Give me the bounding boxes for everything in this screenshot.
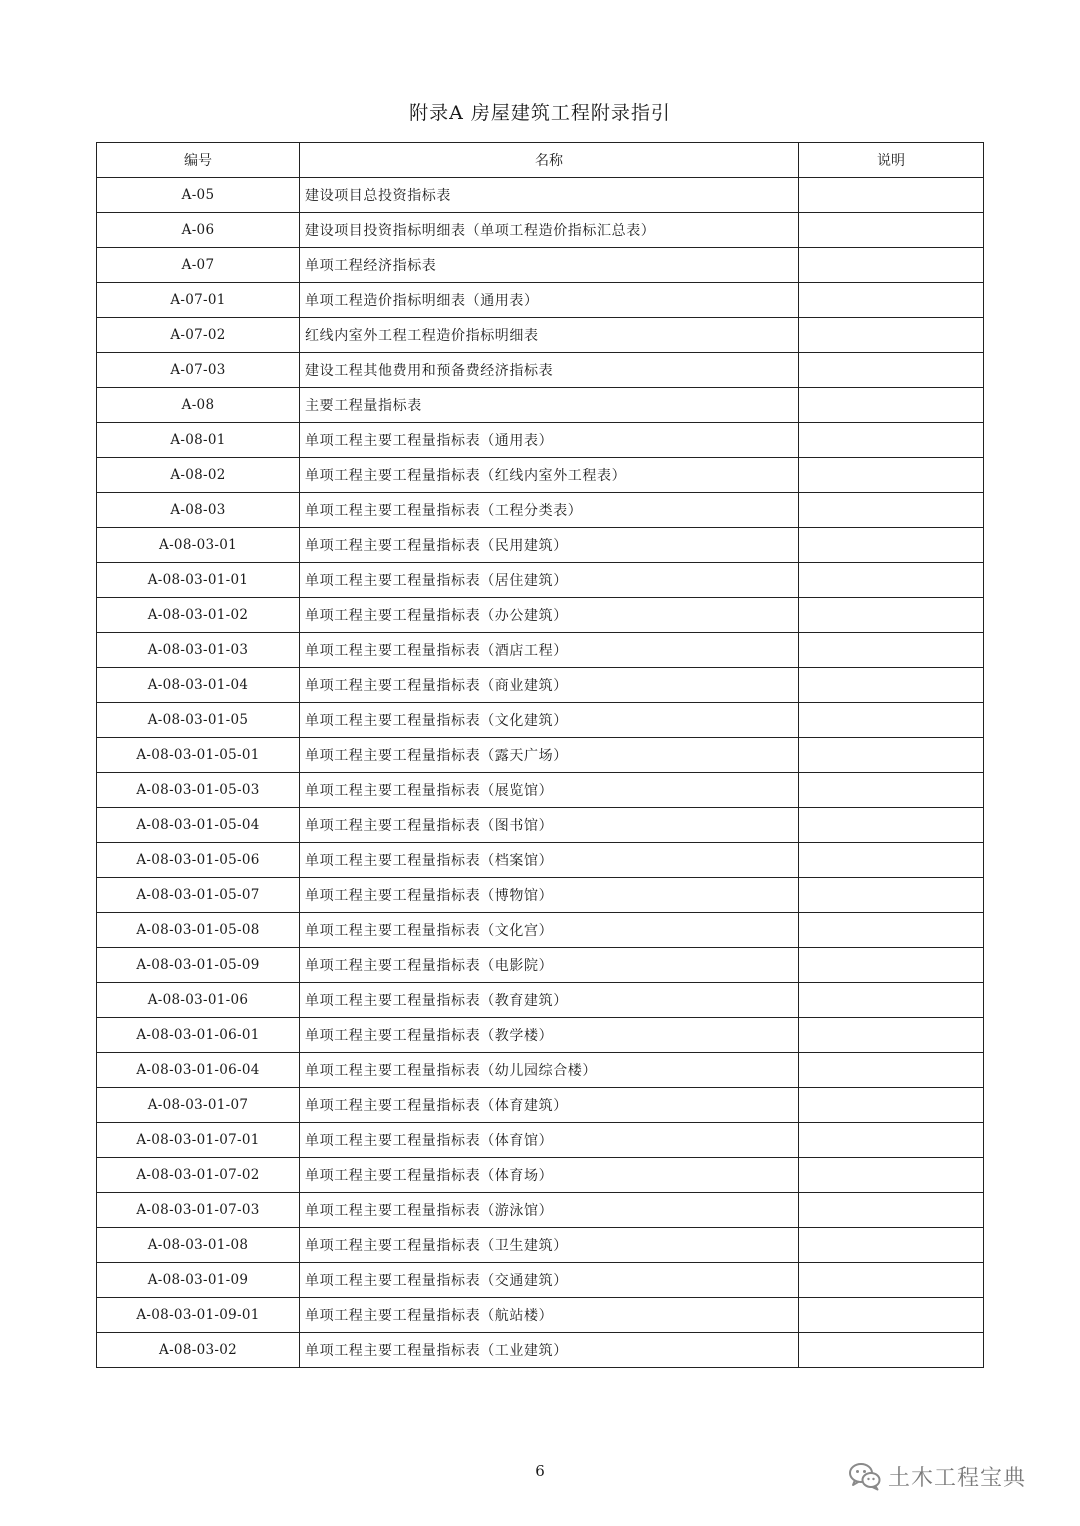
watermark-text: 土木工程宝典: [888, 1465, 1027, 1491]
row-code: A-08-03-01-05-09: [97, 948, 300, 983]
table-row: [97, 703, 984, 738]
row-name: 单项工程主要工程量指标表（文化建筑）: [300, 703, 799, 738]
row-note: [799, 1228, 984, 1263]
row-note: [799, 1263, 984, 1298]
row-name: 单项工程主要工程量指标表（体育场）: [300, 1158, 799, 1193]
row-code: A-08-03-01-06-04: [97, 1053, 300, 1088]
row-code: A-08-03-02: [97, 1333, 300, 1368]
row-note: [799, 703, 984, 738]
header-code: 编号: [97, 143, 300, 178]
row-note: [799, 1053, 984, 1088]
row-code: A-08-03-01-09-01: [97, 1298, 300, 1333]
row-name: 红线内室外工程工程造价指标明细表: [300, 318, 799, 353]
row-code: A-08: [97, 388, 300, 423]
row-note: [799, 1158, 984, 1193]
row-code: A-08-03-01-05: [97, 703, 300, 738]
row-name: 单项工程主要工程量指标表（文化宫）: [300, 913, 799, 948]
row-code: A-07-02: [97, 318, 300, 353]
table-row: [97, 843, 984, 878]
row-name: 单项工程主要工程量指标表（电影院）: [300, 948, 799, 983]
row-note: [799, 388, 984, 423]
row-code: A-08-03-01-07: [97, 1088, 300, 1123]
row-code: A-08-03-01-02: [97, 598, 300, 633]
table-header-row: [97, 143, 984, 178]
page-title: 附录A 房屋建筑工程附录指引: [409, 102, 671, 124]
row-note: [799, 178, 984, 213]
table-row: [97, 528, 984, 563]
row-code: A-08-02: [97, 458, 300, 493]
row-code: A-08-03-01-08: [97, 1228, 300, 1263]
row-code: A-08-03-01-06: [97, 983, 300, 1018]
table-row: [97, 248, 984, 283]
row-note: [799, 353, 984, 388]
row-note: [799, 1193, 984, 1228]
table-row: [97, 1298, 984, 1333]
table-row: [97, 388, 984, 423]
row-name: 单项工程主要工程量指标表（档案馆）: [300, 843, 799, 878]
row-name: 单项工程主要工程量指标表（体育建筑）: [300, 1088, 799, 1123]
table-row: [97, 353, 984, 388]
table-row: [97, 318, 984, 353]
row-code: A-08-01: [97, 423, 300, 458]
row-code: A-08-03-01-05-06: [97, 843, 300, 878]
row-code: A-08-03-01-05-07: [97, 878, 300, 913]
appendix-index-table: [96, 142, 984, 1368]
watermark: [848, 1460, 1026, 1492]
row-note: [799, 598, 984, 633]
row-code: A-08-03-01-09: [97, 1263, 300, 1298]
row-code: A-07-03: [97, 353, 300, 388]
table-row: [97, 668, 984, 703]
row-name: 单项工程主要工程量指标表（商业建筑）: [300, 668, 799, 703]
row-note: [799, 1298, 984, 1333]
row-note: [799, 423, 984, 458]
row-code: A-08-03-01-01: [97, 563, 300, 598]
table-row: [97, 948, 984, 983]
row-code: A-08-03-01-07-02: [97, 1158, 300, 1193]
row-code: A-08-03-01-07-01: [97, 1123, 300, 1158]
row-code: A-08-03-01-05-08: [97, 913, 300, 948]
table-row: [97, 1158, 984, 1193]
table-row: [97, 1088, 984, 1123]
row-note: [799, 738, 984, 773]
table-row: [97, 213, 984, 248]
row-note: [799, 283, 984, 318]
row-note: [799, 528, 984, 563]
row-note: [799, 913, 984, 948]
row-name: 单项工程主要工程量指标表（办公建筑）: [300, 598, 799, 633]
row-note: [799, 1088, 984, 1123]
table-row: [97, 283, 984, 318]
table-row: [97, 1053, 984, 1088]
row-code: A-06: [97, 213, 300, 248]
row-name: 单项工程主要工程量指标表（教育建筑）: [300, 983, 799, 1018]
row-name: 单项工程主要工程量指标表（工业建筑）: [300, 1333, 799, 1368]
row-note: [799, 948, 984, 983]
row-code: A-08-03-01-07-03: [97, 1193, 300, 1228]
row-note: [799, 633, 984, 668]
row-note: [799, 563, 984, 598]
row-name: 建设项目投资指标明细表（单项工程造价指标汇总表）: [300, 213, 799, 248]
row-name: 单项工程经济指标表: [300, 248, 799, 283]
row-name: 单项工程主要工程量指标表（体育馆）: [300, 1123, 799, 1158]
row-code: A-08-03: [97, 493, 300, 528]
header-note: 说明: [799, 143, 984, 178]
row-name: 单项工程主要工程量指标表（酒店工程）: [300, 633, 799, 668]
row-name: 单项工程主要工程量指标表（交通建筑）: [300, 1263, 799, 1298]
row-name: 单项工程主要工程量指标表（工程分类表）: [300, 493, 799, 528]
row-note: [799, 668, 984, 703]
table-row: [97, 1018, 984, 1053]
row-name: 单项工程造价指标明细表（通用表）: [300, 283, 799, 318]
table-row: [97, 458, 984, 493]
row-code: A-08-03-01: [97, 528, 300, 563]
row-code: A-08-03-01-05-03: [97, 773, 300, 808]
table-row: [97, 808, 984, 843]
table-row: [97, 1333, 984, 1368]
row-note: [799, 458, 984, 493]
row-name: 单项工程主要工程量指标表（展览馆）: [300, 773, 799, 808]
wechat-icon: [848, 1461, 882, 1491]
row-name: 建设项目总投资指标表: [300, 178, 799, 213]
row-name: 单项工程主要工程量指标表（博物馆）: [300, 878, 799, 913]
row-note: [799, 843, 984, 878]
row-note: [799, 248, 984, 283]
row-note: [799, 983, 984, 1018]
row-code: A-07-01: [97, 283, 300, 318]
table-row: [97, 773, 984, 808]
row-name: 单项工程主要工程量指标表（卫生建筑）: [300, 1228, 799, 1263]
table-body: [97, 178, 984, 1368]
row-code: A-08-03-01-06-01: [97, 1018, 300, 1053]
row-code: A-05: [97, 178, 300, 213]
table-row: [97, 423, 984, 458]
row-code: A-08-03-01-05-01: [97, 738, 300, 773]
table-row: [97, 1263, 984, 1298]
table-row: [97, 563, 984, 598]
row-name: 单项工程主要工程量指标表（航站楼）: [300, 1298, 799, 1333]
row-code: A-07: [97, 248, 300, 283]
row-name: 主要工程量指标表: [300, 388, 799, 423]
table-row: [97, 1193, 984, 1228]
table-row: [97, 598, 984, 633]
table-row: [97, 913, 984, 948]
row-note: [799, 1018, 984, 1053]
row-name: 建设工程其他费用和预备费经济指标表: [300, 353, 799, 388]
table-row: [97, 633, 984, 668]
row-note: [799, 773, 984, 808]
header-name: 名称: [300, 143, 799, 178]
row-name: 单项工程主要工程量指标表（幼儿园综合楼）: [300, 1053, 799, 1088]
row-note: [799, 493, 984, 528]
row-name: 单项工程主要工程量指标表（游泳馆）: [300, 1193, 799, 1228]
row-name: 单项工程主要工程量指标表（教学楼）: [300, 1018, 799, 1053]
row-name: 单项工程主要工程量指标表（民用建筑）: [300, 528, 799, 563]
row-note: [799, 1123, 984, 1158]
row-name: 单项工程主要工程量指标表（露天广场）: [300, 738, 799, 773]
table-row: [97, 878, 984, 913]
table-row: [97, 1228, 984, 1263]
row-note: [799, 808, 984, 843]
table-row: [97, 738, 984, 773]
page-number: 6: [535, 1462, 545, 1480]
row-note: [799, 213, 984, 248]
table-row: [97, 1123, 984, 1158]
row-code: A-08-03-01-04: [97, 668, 300, 703]
row-name: 单项工程主要工程量指标表（居住建筑）: [300, 563, 799, 598]
row-note: [799, 1333, 984, 1368]
row-name: 单项工程主要工程量指标表（通用表）: [300, 423, 799, 458]
row-note: [799, 878, 984, 913]
row-note: [799, 318, 984, 353]
table-row: [97, 983, 984, 1018]
row-code: A-08-03-01-03: [97, 633, 300, 668]
row-code: A-08-03-01-05-04: [97, 808, 300, 843]
table-row: [97, 178, 984, 213]
row-name: 单项工程主要工程量指标表（红线内室外工程表）: [300, 458, 799, 493]
table-row: [97, 493, 984, 528]
row-name: 单项工程主要工程量指标表（图书馆）: [300, 808, 799, 843]
